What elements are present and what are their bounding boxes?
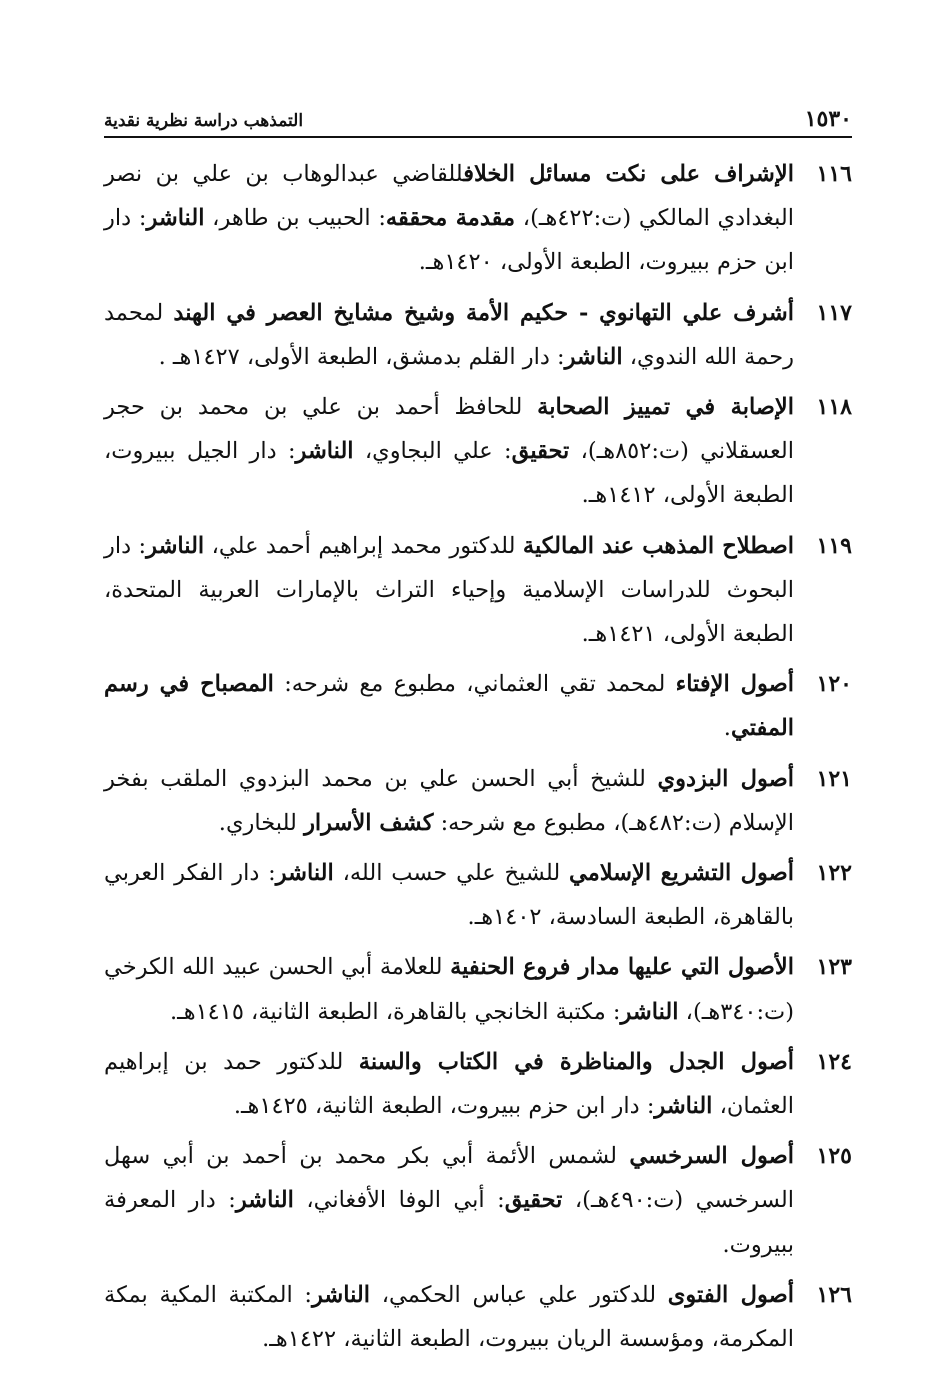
entry-publisher: : المكتبة المكية بمكة المكرمة، ومؤسسة الريان ببيروت، الطبعة الثانية، ١٤٢٢هـ. — [104, 1281, 794, 1353]
entry-title: أصول الإفتاء — [675, 671, 794, 698]
entry-title: الأصول التي عليها مدار فروع الحنفية — [450, 954, 794, 981]
bibliography-entry — [104, 1134, 852, 1267]
entry-body: للشيخ أبي الحسن علي بن محمد البزدوي الملقب بفخر الإسلام (ت:٤٨٢هـ)، مطبوع مع شرحه: — [104, 765, 794, 836]
entry-number: ١٢٢ — [816, 860, 852, 887]
entry-title: أصول الفتوى — [667, 1281, 795, 1308]
entry-number: ١١٩ — [816, 532, 852, 559]
entry-text — [104, 1273, 794, 1361]
page-header — [104, 100, 852, 138]
entry-commentary: كشف الأسرار — [304, 809, 434, 836]
entry-editor: : أبي الوفا الأفغاني، — [293, 1187, 505, 1214]
entry-body: لشمس الأئمة أبي بكر محمد بن أحمد بن أبي سهل السرخسي (ت:٤٩٠هـ)، — [104, 1143, 794, 1214]
page-number: ١٥٣٠ — [804, 106, 852, 132]
entry-label-publisher: الناشر — [235, 1187, 294, 1214]
entry-publisher: : دار ابن حزم ببيروت، الطبعة الثانية، ١٤٢٥هـ. — [233, 1093, 655, 1120]
entry-title: أصول التشريع الإسلامي — [568, 860, 794, 887]
entry-body: للدكتور علي عباس الحكمي، — [370, 1281, 668, 1308]
entry-text — [104, 152, 794, 285]
entry-title: أصول الجدل والمناظرة في الكتاب والسنة — [358, 1048, 794, 1075]
entry-label-editor: تحقيق — [511, 438, 570, 465]
entry-body: للدكتور محمد إبراهيم أحمد علي، — [204, 532, 523, 559]
entry-intro: : الحبيب بن طاهر، — [204, 205, 386, 232]
bibliography-list — [104, 152, 852, 1367]
entry-label-publisher: الناشر — [146, 205, 205, 232]
entry-title: الإصابة في تمييز الصحابة — [537, 394, 794, 421]
bibliography-entry — [104, 757, 852, 845]
entry-publisher: : مكتبة الخانجي بالقاهرة، الطبعة الثانية، ١٤١٥هـ. — [169, 998, 621, 1025]
entry-text — [104, 291, 794, 379]
entry-body: للعلامة أبي الحسن عبيد الله الكرخي (ت:٣٤٠هـ)، — [104, 954, 794, 1025]
entry-number: ١٢٣ — [816, 954, 852, 981]
bibliography-entry — [104, 524, 852, 657]
entry-label-publisher: الناشر — [311, 1281, 371, 1308]
entry-title: أشرف علي التهانوي - حكيم الأمة وشيخ مشايخ العصر في الهند — [173, 299, 794, 326]
entry-label-publisher: الناشر — [620, 998, 679, 1025]
entry-tail: للبخاري. — [218, 809, 305, 836]
entry-number: ١٢٥ — [816, 1143, 852, 1170]
bibliography-entry — [104, 152, 852, 285]
entry-text — [104, 1134, 794, 1267]
entry-text — [104, 1040, 794, 1128]
entry-publisher: : دار ابن حزم ببيروت، الطبعة الأولى، ١٤٢٠هـ. — [104, 205, 794, 276]
entry-label-intro: مقدمة محققه — [385, 205, 516, 232]
entry-title: اصطلاح المذهب عند المالكية — [522, 532, 794, 559]
entry-text — [104, 851, 794, 939]
entry-body: للحافظ أحمد بن علي بن محمد بن حجر العسقلاني (ت:٨٥٢هـ)، — [104, 394, 794, 465]
entry-title: أصول السرخسي — [629, 1143, 794, 1170]
entry-publisher: : دار القلم بدمشق، الطبعة الأولى، ١٤٢٧هـ . — [158, 343, 565, 370]
entry-number: ١٢٠ — [816, 671, 852, 698]
entry-text — [104, 945, 794, 1033]
entry-title: أصول البزدوي — [657, 765, 795, 792]
entry-text — [104, 757, 794, 845]
bibliography-entry — [104, 291, 852, 379]
entry-label-publisher: الناشر — [295, 438, 354, 465]
running-title: التمذهب دراسة نظرية نقدية — [104, 111, 304, 131]
entry-label-publisher: الناشر — [564, 343, 623, 370]
entry-body: لمحمد رحمة الله الندوي، — [104, 299, 794, 370]
entry-text — [104, 385, 794, 518]
bibliography-entry — [104, 1040, 852, 1128]
entry-number: ١١٨ — [816, 394, 852, 421]
entry-label-publisher: الناشر — [275, 860, 334, 887]
entry-publisher: : دار الجيل ببيروت، الطبعة الأولى، ١٤١٢هـ. — [104, 438, 794, 509]
bibliography-entry — [104, 1273, 852, 1361]
entry-number: ١١٧ — [816, 299, 852, 326]
entry-publisher: : دار البحوث للدراسات الإسلامية وإحياء التراث بالإمارات العربية المتحدة، الطبعة الأولى، ١٤٢١هـ. — [104, 532, 794, 648]
entry-title: الإشراف على نكت مسائل الخلاف — [463, 161, 794, 187]
entry-editor: : علي البجاوي، — [353, 438, 512, 465]
entry-number: ١٢٤ — [816, 1048, 852, 1075]
bibliography-entry — [104, 945, 852, 1033]
entry-publisher: : دار المعرفة ببيروت. — [104, 1187, 794, 1258]
entry-body: لمحمد تقي العثماني، مطبوع مع شرحه: — [273, 671, 676, 698]
entry-number: ١١٦ — [816, 161, 852, 187]
entry-label-publisher: الناشر — [146, 532, 205, 559]
entry-number: ١٢٦ — [816, 1281, 852, 1308]
entry-label-publisher: الناشر — [654, 1093, 713, 1120]
bibliography-entry — [104, 662, 852, 750]
entry-commentary: المصباح في رسم المفتي — [104, 671, 794, 742]
bibliography-entry — [104, 851, 852, 939]
entry-number: ١٢١ — [816, 765, 852, 792]
entry-label-editor: تحقيق — [504, 1187, 563, 1214]
entry-body: للقاضي عبدالوهاب بن علي بن نصر البغدادي المالكي (ت:٤٢٢هـ)، — [104, 161, 794, 232]
bibliography-entry — [104, 385, 852, 518]
entry-tail: . — [723, 715, 731, 742]
entry-publisher: : دار الفكر العربي بالقاهرة، الطبعة السادسة، ١٤٠٢هـ. — [104, 860, 794, 931]
entry-text — [104, 662, 794, 750]
entry-text — [104, 524, 794, 657]
entry-body: للشيخ علي حسب الله، — [333, 860, 569, 887]
entry-body: للدكتور حمد بن إبراهيم العثمان، — [104, 1048, 794, 1120]
